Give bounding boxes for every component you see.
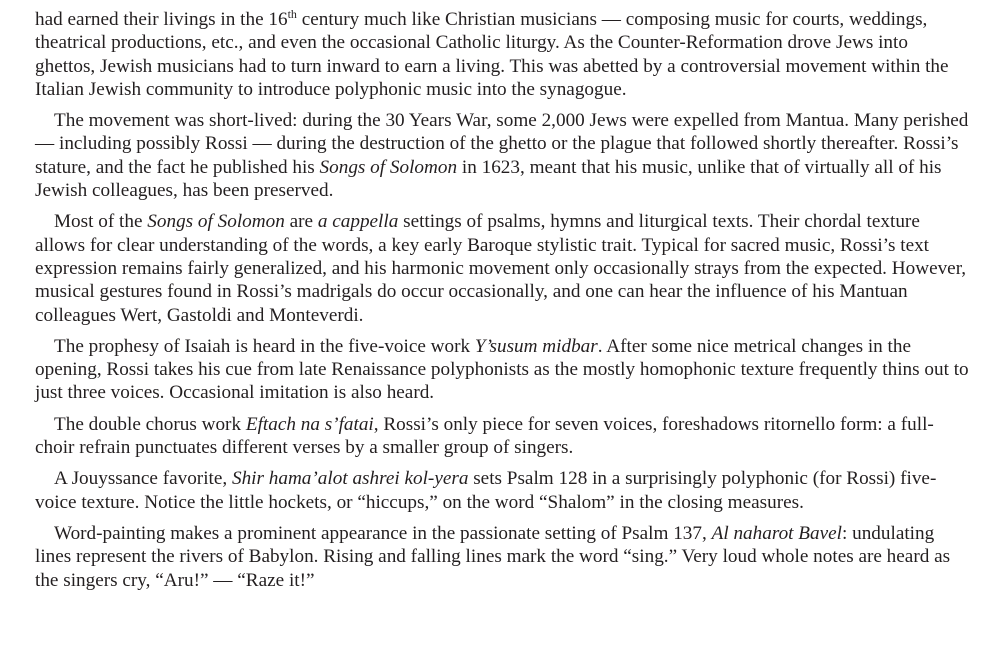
text-run: The double chorus work <box>54 413 246 435</box>
italic-title: Songs of Solomon <box>147 211 285 233</box>
text-run: Word-painting makes a prominent appearance in the passionate setting of Psalm 137, <box>54 522 712 544</box>
paragraph-3 <box>35 210 970 326</box>
text-run: The prophesy of Isaiah is heard in the five-voice work <box>54 335 475 357</box>
italic-title: a cappella <box>317 211 399 233</box>
text-run: century much like Christian musicians — composing music for courts, weddings, theatrical productions, etc., and even the occasional Catholic liturgy. As the Counter-Reformation drove Jews into ghettos, Jewish musicians had to turn inward to earn a living. This was abetted by a controversial movement within the Italian Jewish community to introduce polyphonic music into the synagogue. <box>35 9 949 100</box>
text-run: are <box>284 211 318 233</box>
text-run: A Jouyssance favorite, <box>54 468 232 490</box>
italic-title: Y’susum midbar <box>474 335 598 357</box>
paragraph-6 <box>35 467 970 514</box>
italic-title: Shir hama’alot ashrei kol-yera <box>231 468 469 490</box>
text-run: The movement was short-lived: during the 30 Years War, some 2,000 Jews were expelled from Mantua. Many perished — including possibly Rossi — during the destruction of the ghetto or the plague that followed shortly thereafter. Rossi’s stature, and the fact he published his <box>35 110 969 178</box>
text-run: sets Psalm 128 in a surprisingly polyphonic (for Rossi) five-voice texture. Notice the little hockets, or “hiccups,” on the word “Shalom” in the closing measures. <box>35 468 937 513</box>
document-body <box>35 8 970 592</box>
text-run: in 1623, meant that his music, unlike that of virtually all of his Jewish colleagues, has been preserved. <box>35 156 942 202</box>
italic-title: Songs of Solomon <box>319 156 458 178</box>
paragraph-4 <box>35 335 970 405</box>
text-run: settings of psalms, hymns and liturgical texts. Their chordal texture allows for clear understanding of the words, a key early Baroque stylistic trait. Typical for sacred music, Rossi’s text expression remains fairly generalized, and his harmonic movement only occasionally strays from the expected. However, musical gestures found in Rossi’s madrigals do occur occasionally, and one can hear the influence of his Mantuan colleagues Wert, Gastoldi and Monteverdi. <box>35 211 967 326</box>
paragraph-7 <box>35 522 970 592</box>
text-run: , Rossi’s only piece for seven voices, foreshadows ritornello form: a full-choir refrain punctuates different verses by a smaller group of singers. <box>35 413 934 459</box>
text-run: Most of the <box>54 211 148 233</box>
italic-title: Eftach na s’fatai <box>245 413 374 435</box>
superscript: th <box>287 7 297 21</box>
text-run: had earned their livings in the 16 <box>35 9 288 30</box>
text-run: : undulating lines represent the rivers of Babylon. Rising and falling lines mark the word “sing.” Very loud whole notes are heard as the singers cry, “Aru!” — “Raze it!” <box>35 522 951 591</box>
italic-title: Al naharot Bavel <box>711 522 842 544</box>
paragraph-2 <box>35 109 970 202</box>
paragraph-1 <box>35 8 970 101</box>
text-run: . After some nice metrical changes in the opening, Rossi takes his cue from late Renaissance polyphonists as the mostly homophonic texture frequently thins out to just three voices. Occasional imitation is also heard. <box>35 335 969 404</box>
paragraph-5 <box>35 413 970 460</box>
